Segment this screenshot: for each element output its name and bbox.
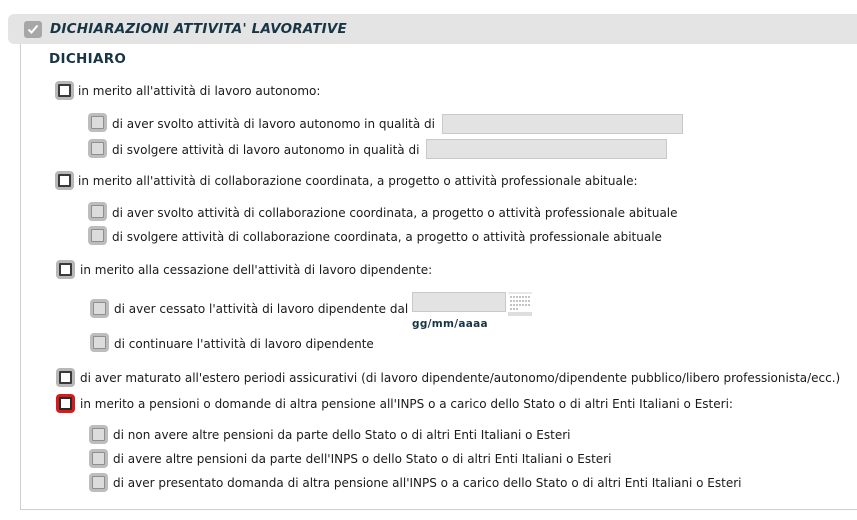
qualita-field-aver-svolto[interactable] bbox=[442, 114, 683, 134]
label-cessazione: in merito alla cessazione dell'attività di lavoro dipendente: bbox=[80, 263, 433, 277]
checkbox-avere-pensioni[interactable] bbox=[89, 449, 108, 468]
checkbox-cessazione[interactable] bbox=[56, 260, 75, 279]
checkbox-continuare[interactable] bbox=[90, 333, 109, 352]
section-frame-left bbox=[20, 44, 21, 510]
label-aver-svolto-collaborazione: di aver svolto attività di collaborazione coordinata, a progetto o attività professionale abituale bbox=[112, 206, 678, 220]
label-collaborazione: in merito all'attività di collaborazione coordinata, a progetto o attività professionale abituale: bbox=[78, 174, 638, 188]
label-aver-svolto-autonomo: di aver svolto attività di lavoro autonomo in qualità di bbox=[112, 117, 435, 131]
section-title: DICHIARAZIONI ATTIVITA' LAVORATIVE bbox=[50, 21, 347, 37]
label-periodi-estero: di aver maturato all'estero periodi assicurativi (di lavoro dipendente/autonomo/dipendente pubblico/libero professionista/ecc.) bbox=[80, 371, 841, 385]
checkbox-lavoro-autonomo[interactable] bbox=[55, 81, 74, 100]
label-svolgere-collaborazione: di svolgere attività di collaborazione coordinata, a progetto o attività professionale abituale bbox=[112, 230, 662, 244]
checkbox-periodi-estero[interactable] bbox=[56, 368, 75, 387]
label-continuare: di continuare l'attività di lavoro dipendente bbox=[114, 337, 374, 351]
label-svolgere-autonomo: di svolgere attività di lavoro autonomo in qualità di bbox=[112, 143, 420, 157]
checkbox-non-avere-pensioni[interactable] bbox=[89, 425, 108, 444]
qualita-field-svolgere[interactable] bbox=[426, 139, 667, 159]
date-field-cessazione[interactable] bbox=[412, 292, 506, 312]
section-header bbox=[8, 14, 857, 44]
label-aver-cessato: di aver cessato l'attività di lavoro dipendente dal bbox=[114, 302, 409, 316]
date-format-hint: gg/mm/aaaa bbox=[412, 318, 488, 330]
checkbox-pensioni[interactable] bbox=[56, 394, 75, 413]
check-icon bbox=[27, 24, 39, 35]
section-frame-bottom bbox=[20, 509, 857, 510]
label-non-avere-pensioni: di non avere altre pensioni da parte dello Stato o di altri Enti Italiani o Esteri bbox=[113, 428, 571, 442]
checkbox-aver-svolto-collaborazione[interactable] bbox=[88, 202, 107, 221]
declaration-heading: DICHIARO bbox=[49, 51, 127, 67]
calendar-icon[interactable] bbox=[508, 292, 532, 316]
label-avere-pensioni: di avere altre pensioni da parte dell'INPS o dello Stato o di altri Enti Italiani o Esteri bbox=[113, 452, 612, 466]
label-lavoro-autonomo: in merito all'attività di lavoro autonomo: bbox=[78, 84, 321, 98]
checkbox-collaborazione[interactable] bbox=[55, 171, 74, 190]
label-domanda-pensione: di aver presentato domanda di altra pensione all'INPS o a carico dello Stato o di altri Enti Italiani o Esteri bbox=[113, 476, 742, 490]
checkbox-svolgere-collaborazione[interactable] bbox=[88, 226, 107, 245]
section-checkbox[interactable] bbox=[24, 21, 42, 38]
label-pensioni: in merito a pensioni o domande di altra pensione all'INPS o a carico dello Stato o di altri Enti Italiani o Esteri: bbox=[80, 397, 733, 411]
checkbox-domanda-pensione[interactable] bbox=[89, 473, 108, 492]
checkbox-aver-svolto-autonomo[interactable] bbox=[88, 113, 107, 132]
checkbox-svolgere-autonomo[interactable] bbox=[88, 139, 107, 158]
checkbox-aver-cessato[interactable] bbox=[90, 299, 109, 318]
